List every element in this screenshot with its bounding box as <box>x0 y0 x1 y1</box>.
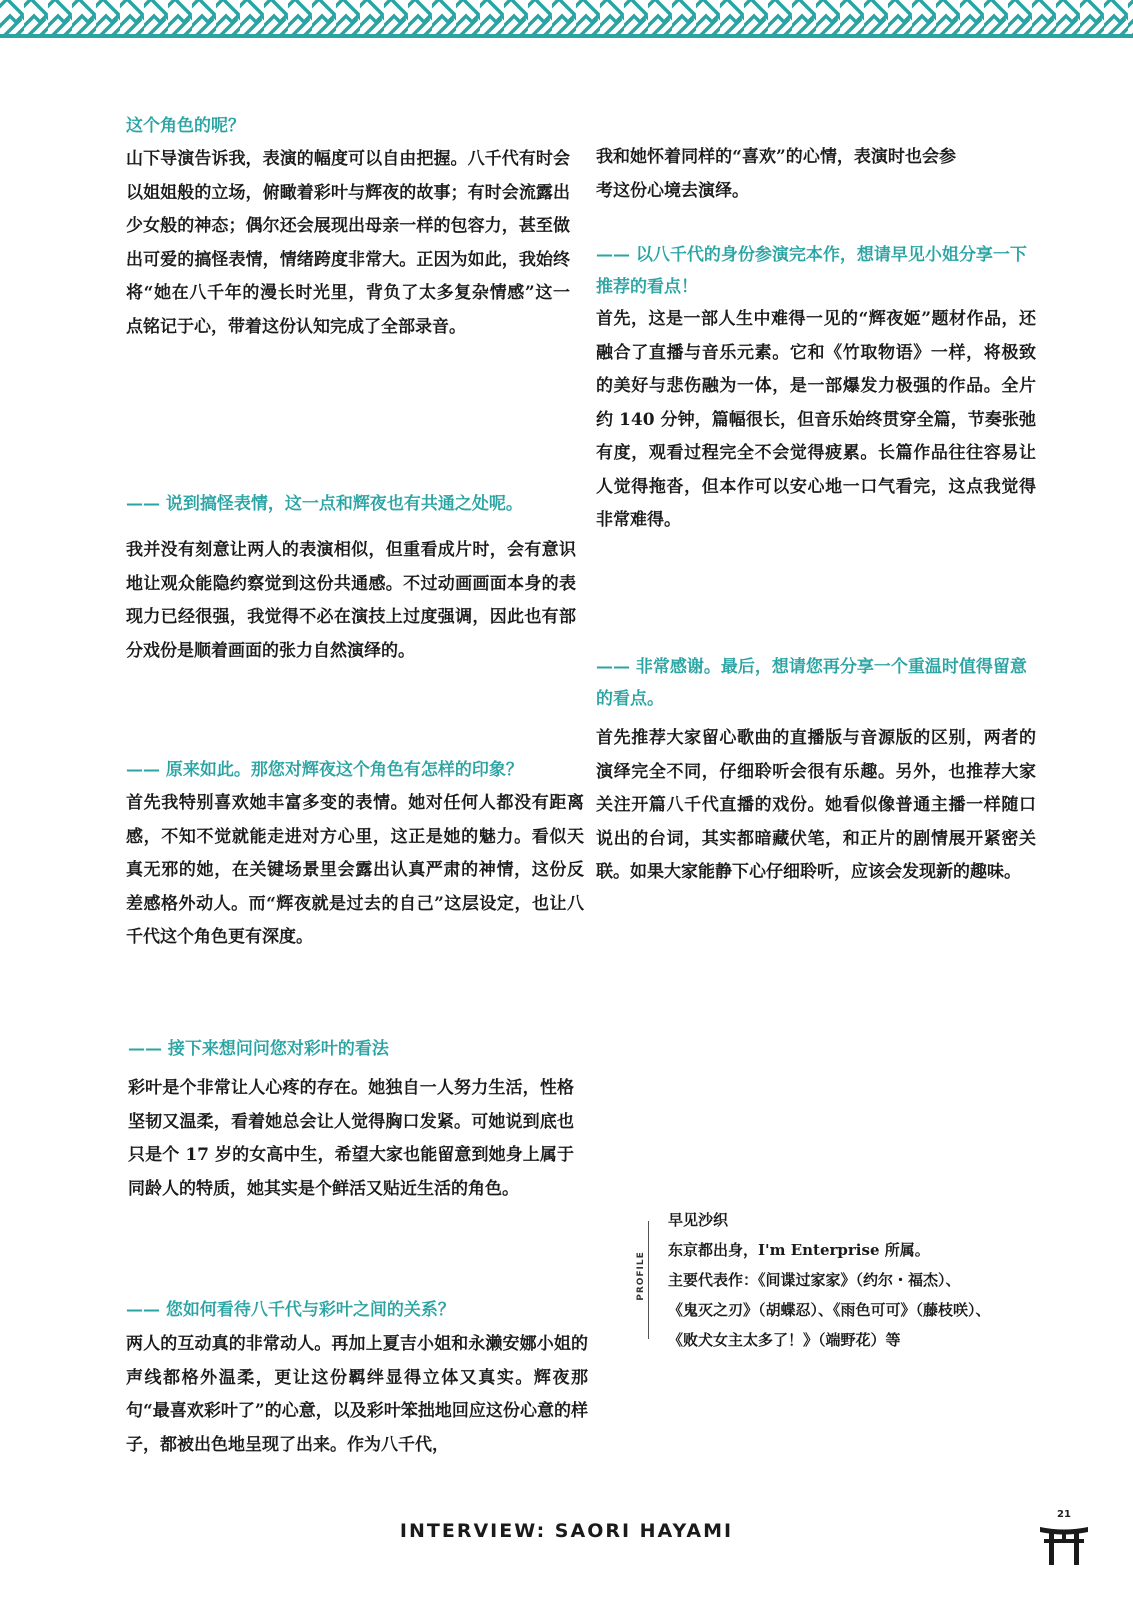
question-heading: —— 说到搞怪表情，这一点和辉夜也有共通之处呢。 <box>126 494 523 514</box>
body-paragraph: 首先，这是一部人生中难得一见的“辉夜姬”题材作品，还融合了直播与音乐元素。它和《竹取物语》一样，将极致的美好与悲伤融为一体，是一部爆发力极强的作品。全片约 140 分钟，篇幅很长，但音乐始终贯穿全篇，节奏张弛有度，观看过程完全不会觉得疲累。长篇作品往往容易让人觉得拖沓，但本作可以安心地一口气看完，这点我觉得非常难得。 <box>596 309 1036 530</box>
footer-title: INTERVIEW: SAORI HAYAMI <box>399 1520 734 1542</box>
question-heading: —— 原来如此。那您对辉夜这个角色有怎样的印象？ <box>126 760 523 780</box>
profile-works: 《鬼灭之刃》（胡蝶忍）、《雨色可可》（藤枝咲）、 <box>668 1301 991 1319</box>
body-paragraph: 我并没有刻意让两人的表演相似，但重看成片时，会有意识地让观众能隐约察觉到这份共通感。不过动画画面本身的表现力已经很强，我觉得不必在演技上过度强调，因此也有部分戏份是顺着画面的张力自然演绎的。 <box>126 540 576 661</box>
question-heading: —— 您如何看待八千代与彩叶之间的关系？ <box>126 1300 455 1320</box>
profile-name: 早见沙织 <box>668 1211 729 1229</box>
profile-divider <box>648 1221 649 1339</box>
section-heading: 这个角色的呢？ <box>126 116 245 136</box>
body-paragraph: 山下导演告诉我，表演的幅度可以自由把握。八千代有时会以姐姐般的立场，俯瞰着彩叶与辉夜的故事；有时会流露出少女般的神态；偶尔还会展现出母亲一样的包容力，甚至做出可爱的搞怪表情，情绪跨度非常大。正因为如此，我始终将“她在八千年的漫长时光里，背负了太多复杂情感”这一点铭记于心，带着这份认知完成了全部录音。 <box>126 149 570 337</box>
torii-gate-icon <box>1038 1523 1090 1571</box>
top-pattern-band <box>0 0 1133 38</box>
body-paragraph: 我和她怀着同样的“喜欢”的心情，表演时也会参考这份心境去演绎。 <box>596 147 956 201</box>
body-paragraph: 彩叶是个非常让人心疼的存在。她独自一人努力生活，性格坚韧又温柔，看着她总会让人觉得胸口发紧。可她说到底也只是个 17 岁的女高中生，希望大家也能留意到她身上属于同龄人的特质，她其实是个鲜活又贴近生活的角色。 <box>128 1078 574 1199</box>
question-heading: —— 以八千代的身份参演完本作，想请早见小姐分享一下推荐的看点！ <box>596 245 1027 297</box>
profile-works: 主要代表作：《间谍过家家》（约尔・福杰）、 <box>668 1271 961 1289</box>
body-paragraph: 首先我特别喜欢她丰富多变的表情。她对任何人都没有距离感，不知不觉就能走进对方心里，这正是她的魅力。看似天真无邪的她，在关键场景里会露出认真严肃的神情，这份反差感格外动人。而“辉夜就是过去的自己”这层设定，也让八千代这个角色更有深度。 <box>126 793 584 947</box>
page-number: 21 <box>1057 1509 1071 1520</box>
body-paragraph: 首先推荐大家留心歌曲的直播版与音源版的区别，两者的演绎完全不同，仔细聆听会很有乐趣。另外，也推荐大家关注开篇八千代直播的戏份。她看似像普通主播一样随口说出的台词，其实都暗藏伏笔，和正片的剧情展开紧密关联。如果大家能静下心仔细聆听，应该会发现新的趣味。 <box>596 728 1036 882</box>
profile-tag: PROFILE <box>636 1251 646 1301</box>
body-paragraph: 两人的互动真的非常动人。再加上夏吉小姐和永濑安娜小姐的声线都格外温柔，更让这份羁绊显得立体又真实。辉夜那句“最喜欢彩叶了”的心意，以及彩叶笨拙地回应这份心意的样子，都被出色地呈现了出来。作为八千代， <box>126 1334 588 1455</box>
question-heading: —— 非常感谢。最后，想请您再分享一个重温时值得留意的看点。 <box>596 657 1027 709</box>
profile-works: 《败犬女主太多了！》（端野花）等 <box>668 1331 901 1349</box>
profile-origin: 东京都出身，I'm Enterprise 所属。 <box>668 1241 930 1259</box>
question-heading: —— 接下来想问问您对彩叶的看法 <box>128 1039 389 1059</box>
